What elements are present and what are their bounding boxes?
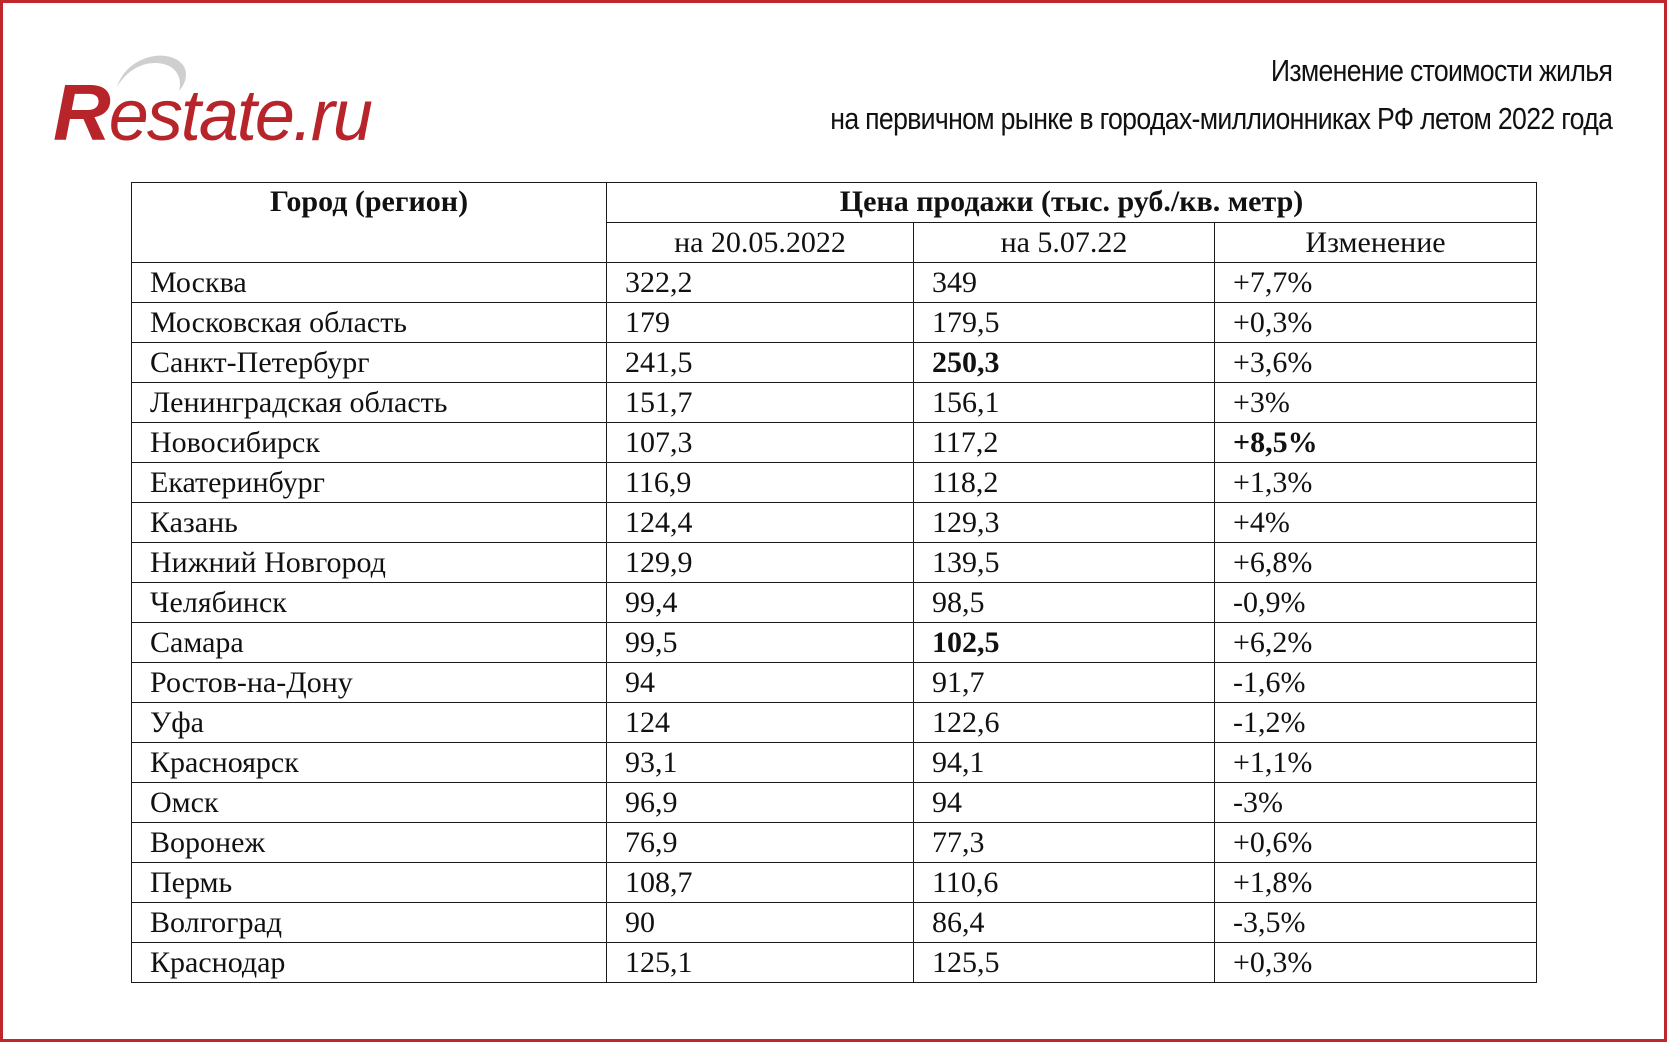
header-city: Город (регион) [132,183,607,263]
cell-city: Московская область [132,303,607,343]
cell-change: +1,8% [1215,863,1537,903]
table-row [132,823,1537,863]
cell-price-jul: 156,1 [914,383,1215,423]
title-line-2: на первичном рынке в городах-миллионниках РФ летом 2022 года [830,101,1612,136]
table-row [132,623,1537,663]
cell-change: +0,3% [1215,303,1537,343]
price-table [131,182,1537,983]
title-line-1: Изменение стоимости жилья [1270,53,1612,88]
cell-change: +0,6% [1215,823,1537,863]
cell-change: +4% [1215,503,1537,543]
table-row [132,943,1537,983]
table-row [132,703,1537,743]
table-row [132,383,1537,423]
cell-city: Самара [132,623,607,663]
cell-price-may: 99,4 [607,583,914,623]
cell-city: Екатеринбург [132,463,607,503]
table-body [132,263,1537,983]
cell-city: Воронеж [132,823,607,863]
cell-city: Челябинск [132,583,607,623]
cell-price-jul: 129,3 [914,503,1215,543]
cell-city: Ленинградская область [132,383,607,423]
cell-price-may: 179 [607,303,914,343]
cell-change: +7,7% [1215,263,1537,303]
cell-change: -0,9% [1215,583,1537,623]
cell-change: -1,6% [1215,663,1537,703]
cell-price-jul: 94,1 [914,743,1215,783]
cell-price-jul: 139,5 [914,543,1215,583]
cell-price-may: 94 [607,663,914,703]
logo-letter-r: R [53,68,109,157]
cell-change: +3% [1215,383,1537,423]
cell-price-jul: 94 [914,783,1215,823]
cell-price-may: 93,1 [607,743,914,783]
cell-price-jul: 77,3 [914,823,1215,863]
cell-price-jul: 102,5 [914,623,1215,663]
cell-city: Пермь [132,863,607,903]
cell-change: +6,2% [1215,623,1537,663]
cell-price-jul: 179,5 [914,303,1215,343]
cell-price-jul: 349 [914,263,1215,303]
cell-price-may: 96,9 [607,783,914,823]
logo-text-rest: estate.ru [108,76,371,156]
table-row [132,503,1537,543]
cell-city: Волгоград [132,903,607,943]
cell-price-jul: 250,3 [914,343,1215,383]
table-row [132,583,1537,623]
cell-price-jul: 110,6 [914,863,1215,903]
cell-price-may: 116,9 [607,463,914,503]
cell-city: Красноярск [132,743,607,783]
cell-price-may: 125,1 [607,943,914,983]
header-price-group: Цена продажи (тыс. руб./кв. метр) [607,183,1537,223]
cell-change: +0,3% [1215,943,1537,983]
cell-change: +1,1% [1215,743,1537,783]
cell-change: -3,5% [1215,903,1537,943]
table-row [132,903,1537,943]
cell-price-jul: 122,6 [914,703,1215,743]
page-title [830,47,1612,143]
cell-price-may: 241,5 [607,343,914,383]
table-row [132,743,1537,783]
cell-city: Казань [132,503,607,543]
cell-price-jul: 125,5 [914,943,1215,983]
cell-city: Санкт-Петербург [132,343,607,383]
cell-price-may: 151,7 [607,383,914,423]
cell-city: Нижний Новгород [132,543,607,583]
cell-city: Краснодар [132,943,607,983]
cell-price-may: 124 [607,703,914,743]
cell-price-may: 322,2 [607,263,914,303]
cell-city: Москва [132,263,607,303]
cell-price-may: 129,9 [607,543,914,583]
cell-city: Уфа [132,703,607,743]
cell-price-jul: 91,7 [914,663,1215,703]
cell-city: Омск [132,783,607,823]
cell-price-may: 99,5 [607,623,914,663]
table-row [132,663,1537,703]
cell-price-may: 107,3 [607,423,914,463]
cell-change: -1,2% [1215,703,1537,743]
cell-price-may: 124,4 [607,503,914,543]
header-jul: на 5.07.22 [914,223,1215,263]
cell-price-may: 108,7 [607,863,914,903]
logo-text [53,68,371,157]
header-change: Изменение [1215,223,1537,263]
cell-change: +8,5% [1215,423,1537,463]
cell-price-jul: 117,2 [914,423,1215,463]
table-row [132,783,1537,823]
cell-city: Новосибирск [132,423,607,463]
cell-price-jul: 118,2 [914,463,1215,503]
table-row [132,423,1537,463]
table-row [132,463,1537,503]
cell-change: +6,8% [1215,543,1537,583]
table-row [132,263,1537,303]
header-may: на 20.05.2022 [607,223,914,263]
restate-logo [53,47,373,157]
table-row [132,303,1537,343]
cell-change: +3,6% [1215,343,1537,383]
cell-change: -3% [1215,783,1537,823]
cell-price-jul: 86,4 [914,903,1215,943]
table-row [132,863,1537,903]
cell-price-jul: 98,5 [914,583,1215,623]
table-row [132,343,1537,383]
table-row [132,543,1537,583]
cell-change: +1,3% [1215,463,1537,503]
cell-price-may: 90 [607,903,914,943]
cell-price-may: 76,9 [607,823,914,863]
cell-city: Ростов-на-Дону [132,663,607,703]
